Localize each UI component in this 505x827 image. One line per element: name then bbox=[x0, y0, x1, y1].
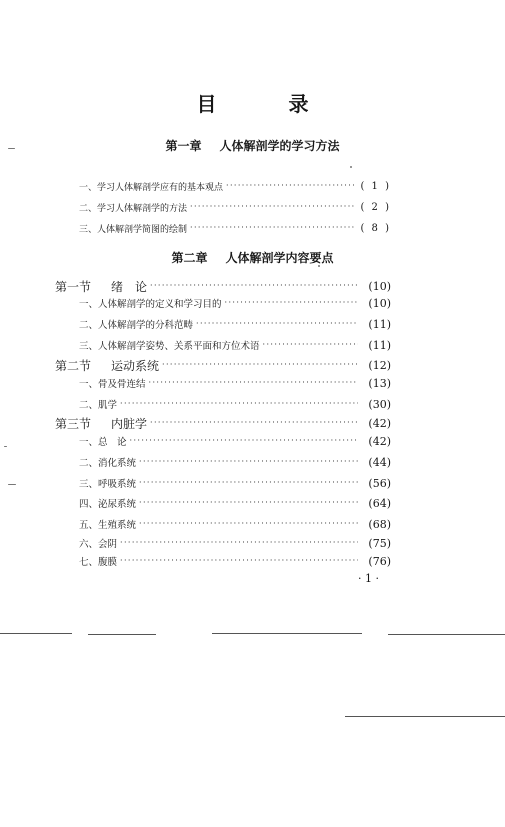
section-number: 第三节 bbox=[55, 416, 92, 431]
chapter-title: 人体解剖学的学习方法 bbox=[219, 139, 340, 153]
section-title: 内脏学 bbox=[111, 416, 148, 431]
dot-leader bbox=[226, 177, 354, 195]
toc-entry bbox=[79, 552, 391, 570]
dot-leader bbox=[150, 414, 358, 432]
toc-section-page: (12) bbox=[368, 358, 391, 372]
toc-entry bbox=[79, 294, 391, 312]
dot-leader bbox=[139, 474, 358, 492]
scan-speck bbox=[350, 166, 352, 168]
toc-section bbox=[55, 414, 391, 432]
dot-leader bbox=[263, 336, 358, 354]
page-title: 目 录 bbox=[196, 92, 335, 116]
scan-artifact-line bbox=[345, 716, 505, 717]
chapter-number: 第一章 bbox=[165, 139, 202, 153]
toc-entry-label: 四、泌尿系统 bbox=[79, 499, 137, 510]
dot-leader bbox=[139, 494, 358, 512]
toc-entry-page: (30) bbox=[368, 397, 391, 411]
toc-entry bbox=[79, 432, 391, 450]
toc-section-label bbox=[55, 278, 147, 295]
page-number: · 1 · bbox=[358, 572, 379, 585]
toc-entry-page: (75) bbox=[368, 536, 391, 550]
toc-entry-label: 五、生殖系统 bbox=[79, 520, 137, 531]
dot-leader bbox=[150, 277, 358, 295]
dot-leader bbox=[196, 315, 358, 333]
chapter-title: 人体解剖学内容要点 bbox=[225, 251, 334, 265]
toc-entry bbox=[79, 177, 391, 195]
toc-entry bbox=[79, 494, 391, 512]
toc-entry-label: 三、呼吸系统 bbox=[79, 479, 137, 490]
toc-entry-page: ( 1 ) bbox=[360, 180, 391, 192]
dot-leader bbox=[149, 374, 358, 392]
toc-entry bbox=[79, 374, 391, 392]
scan-speck bbox=[8, 484, 16, 485]
scan-artifact-line bbox=[0, 633, 72, 634]
dot-leader bbox=[139, 453, 358, 471]
chapter-2-heading bbox=[0, 249, 505, 266]
toc-entry-page: (76) bbox=[368, 554, 391, 568]
scan-speck bbox=[4, 446, 7, 447]
section-number: 第一节 bbox=[55, 279, 92, 294]
dot-leader bbox=[190, 198, 354, 216]
toc-entry bbox=[79, 534, 391, 552]
toc-entry-page: (10) bbox=[368, 296, 391, 310]
toc-entry-page: (64) bbox=[368, 496, 391, 510]
scan-speck bbox=[318, 265, 320, 267]
toc-entry-page: (11) bbox=[368, 317, 391, 331]
toc-entry-label: 三、人体解剖学姿势、关系平面和方位术语 bbox=[79, 341, 260, 352]
toc-entry-label: 一、总 论 bbox=[79, 437, 127, 448]
dot-leader bbox=[139, 515, 358, 533]
scan-artifact-line bbox=[388, 634, 505, 635]
toc-entry-label: 七、腹膜 bbox=[79, 557, 118, 568]
toc-entry-page: (68) bbox=[368, 517, 391, 531]
scan-speck bbox=[8, 148, 15, 149]
toc-entry-page: ( 8 ) bbox=[360, 222, 391, 234]
chapter-number: 第二章 bbox=[171, 251, 208, 265]
toc-entry-label: 六、会阴 bbox=[79, 539, 118, 550]
toc-entry-page: (11) bbox=[368, 338, 391, 352]
toc-entry bbox=[79, 395, 391, 413]
toc-entry bbox=[79, 515, 391, 533]
dot-leader bbox=[225, 294, 358, 312]
toc-entry bbox=[79, 474, 391, 492]
section-number: 第二节 bbox=[55, 358, 92, 373]
section-title: 运动系统 bbox=[111, 358, 160, 373]
toc-section-page: (10) bbox=[368, 279, 391, 293]
toc-entry-label: 一、人体解剖学的定义和学习目的 bbox=[79, 299, 222, 310]
toc-entry bbox=[79, 198, 391, 216]
toc-entry-page: (42) bbox=[368, 434, 391, 448]
dot-leader bbox=[120, 395, 358, 413]
toc-entry-label: 二、人体解剖学的分科范畴 bbox=[79, 320, 194, 331]
toc-entry-label: 一、骨及骨连结 bbox=[79, 379, 146, 390]
dot-leader bbox=[120, 534, 358, 552]
section-title: 绪 论 bbox=[111, 279, 148, 294]
toc-section-page: (42) bbox=[368, 416, 391, 430]
toc-entry bbox=[79, 336, 391, 354]
toc-section-label bbox=[55, 415, 147, 432]
dot-leader bbox=[120, 552, 358, 570]
toc-section bbox=[55, 277, 391, 295]
toc-section bbox=[55, 356, 391, 374]
dot-leader bbox=[190, 219, 354, 237]
toc-entry bbox=[79, 453, 391, 471]
toc-entry-label: 二、学习人体解剖学的方法 bbox=[79, 203, 188, 214]
toc-entry-label: 一、学习人体解剖学应有的基本观点 bbox=[79, 182, 224, 193]
toc-entry-page: (44) bbox=[368, 455, 391, 469]
toc-entry-label: 三、人体解剖学简图的绘制 bbox=[79, 224, 188, 235]
toc-entry bbox=[79, 315, 391, 333]
dot-leader bbox=[162, 356, 358, 374]
toc-section-label bbox=[55, 357, 159, 374]
dot-leader bbox=[130, 432, 358, 450]
scan-artifact-line bbox=[88, 634, 156, 635]
toc-entry-page: (56) bbox=[368, 476, 391, 490]
toc-entry-page: ( 2 ) bbox=[360, 201, 391, 213]
toc-entry-label: 二、肌学 bbox=[79, 400, 118, 411]
toc-entry-page: (13) bbox=[368, 376, 391, 390]
toc-entry-label: 二、消化系统 bbox=[79, 458, 137, 469]
chapter-1-heading bbox=[0, 137, 505, 154]
scan-artifact-line bbox=[212, 633, 362, 634]
toc-entry bbox=[79, 219, 391, 237]
